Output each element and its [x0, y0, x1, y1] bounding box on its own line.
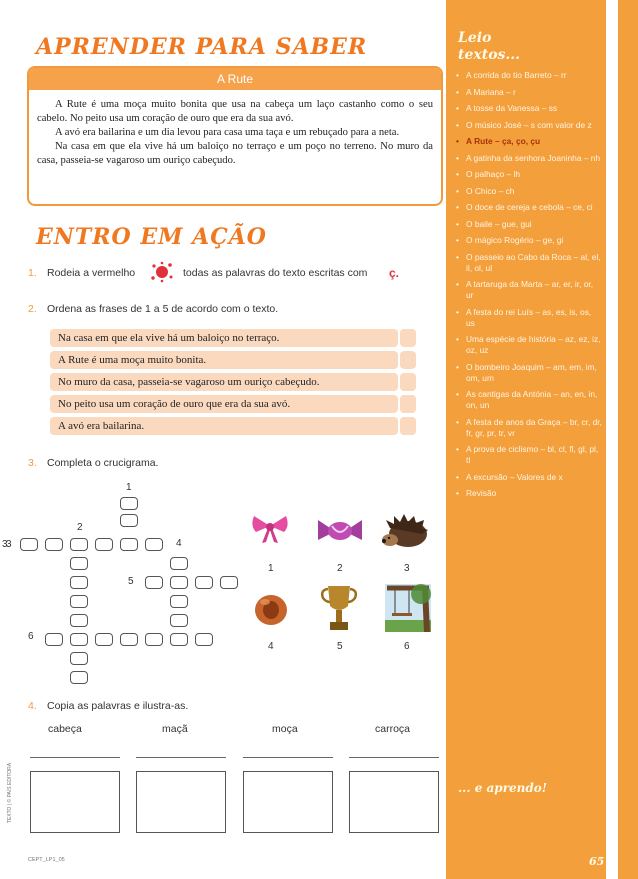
toc-item[interactable]: • As cantigas da Antónia – an, en, in, on, un [456, 389, 602, 411]
crossword-cell[interactable] [145, 576, 163, 589]
image-number: 6 [404, 641, 410, 652]
crossword-cell[interactable] [95, 633, 113, 646]
red-splash-icon [150, 261, 174, 288]
sidebar-title: textos... [458, 47, 521, 63]
sentence-strip: A avó era bailarina. [50, 417, 398, 435]
toc-item[interactable]: • O Chico – ch [456, 186, 602, 197]
toc-item[interactable]: • O bombeiro Joaquim – am, em, im, om, um [456, 362, 602, 384]
crossword-cell[interactable] [70, 538, 88, 551]
sentence-strip: No peito usa um coração de ouro que era da sua avó. [50, 395, 398, 413]
trophy-icon [320, 582, 358, 639]
order-box[interactable] [400, 417, 416, 435]
crossword-cell[interactable] [170, 557, 188, 570]
crossword-cell[interactable] [70, 633, 88, 646]
page-edge [618, 0, 638, 879]
writing-line[interactable] [136, 757, 226, 758]
table-of-contents [456, 70, 602, 505]
order-box[interactable] [400, 351, 416, 369]
candy-icon [318, 516, 362, 549]
toc-item[interactable]: • O músico José – s com valor de z [456, 120, 602, 131]
toc-item[interactable]: • Revisão [456, 488, 602, 499]
copy-word: maçã [162, 723, 188, 735]
crossword-cell[interactable] [70, 557, 88, 570]
toc-item[interactable]: • O doce de cereja e cebola – ce, ci [456, 202, 602, 213]
toc-item[interactable]: • O mágico Rogério – ge, gi [456, 235, 602, 246]
story-heading: A Rute [29, 68, 441, 90]
question-text: Completa o crucigrama. [47, 457, 159, 469]
crossword-cell[interactable] [170, 614, 188, 627]
crossword-cell[interactable] [70, 614, 88, 627]
image-number: 1 [268, 563, 274, 574]
hedgehog-icon [380, 514, 430, 555]
drawing-box[interactable] [30, 771, 120, 833]
peach-icon [251, 588, 291, 633]
crossword-cell[interactable] [120, 633, 138, 646]
side-margin-number: 3 [2, 539, 8, 550]
image-number: 3 [404, 563, 410, 574]
toc-item[interactable]: • A festa de anos da Graça – br, cr, dr, fr, gr, pr, tr, vr [456, 417, 602, 439]
toc-item[interactable]: • A tosse da Vanessa – ss [456, 103, 602, 114]
crossword-cell[interactable] [45, 538, 63, 551]
toc-item[interactable]: • O passeio ao Cabo da Roca – al, el, il, ol, ul [456, 252, 602, 274]
crossword-cell[interactable] [195, 633, 213, 646]
question-letter: ç. [389, 266, 400, 280]
crossword-cell[interactable] [170, 633, 188, 646]
crossword-clue-number: 4 [176, 538, 182, 549]
crossword-cell[interactable] [120, 514, 138, 527]
question-1 [28, 264, 438, 284]
toc-item[interactable]: • A Rute – ça, ço, çu [456, 136, 602, 147]
swing-icon [385, 584, 431, 637]
toc-item[interactable]: • A festa do rei Luís – as, es, is, os, us [456, 307, 602, 329]
toc-item[interactable]: • O baile – gue, gui [456, 219, 602, 230]
crossword-cell[interactable] [70, 652, 88, 665]
image-number: 4 [268, 641, 274, 652]
toc-item[interactable]: • A tartaruga da Marta – ar, er, ir, or, ur [456, 279, 602, 301]
toc-item[interactable]: • A excursão – Valores de x [456, 472, 602, 483]
action-title: ENTRO EM AÇÃO [36, 224, 267, 250]
sentence-strip: No muro da casa, passeia-se vagaroso um ouriço cabeçudo. [50, 373, 398, 391]
toc-item[interactable]: • A corrida do tio Barreto – rr [456, 70, 602, 81]
question-text: todas as palavras do texto escritas com [183, 267, 368, 279]
copy-word: cabeça [48, 723, 82, 735]
crossword-clue-number: 1 [126, 482, 132, 493]
crossword-cell[interactable] [70, 576, 88, 589]
toc-item[interactable]: • O palhaço – lh [456, 169, 602, 180]
story-paragraph: A avó era bailarina e um dia levou para casa uma taça e um rebuçado para a neta. [55, 127, 400, 138]
vertical-credit: TEXTO | © PAÍS EDITORA [7, 762, 13, 824]
crossword-cell[interactable] [145, 538, 163, 551]
drawing-box[interactable] [136, 771, 226, 833]
question-number: 2. [28, 303, 37, 315]
sidebar-divider [606, 0, 618, 879]
question-text: Copia as palavras e ilustra-as. [47, 700, 189, 712]
order-box[interactable] [400, 373, 416, 391]
crossword-cell[interactable] [120, 538, 138, 551]
section-title: APRENDER PARA SABER [36, 34, 368, 60]
crossword-clue-number: 6 [28, 631, 34, 642]
copy-word: moça [272, 723, 298, 735]
crossword-cell[interactable] [170, 595, 188, 608]
story-box [27, 66, 443, 206]
toc-item[interactable]: • Uma espécie de história – az, ez, iz, oz, uz [456, 334, 602, 356]
image-number: 5 [337, 641, 343, 652]
question-number: 3. [28, 457, 37, 469]
image-number: 2 [337, 563, 343, 574]
question-text: Rodeia a vermelho [47, 267, 136, 279]
drawing-box[interactable] [243, 771, 333, 833]
crossword-cell[interactable] [95, 538, 113, 551]
writing-line[interactable] [349, 757, 439, 758]
crossword-cell[interactable] [145, 633, 163, 646]
order-box[interactable] [400, 395, 416, 413]
crossword-clue-number: 2 [77, 522, 83, 533]
crossword-cell[interactable] [20, 538, 38, 551]
story-paragraph: Na casa em que ela vive há um baloiço no terraço e um poço no terreno. No muro da casa, passeia-se vagaroso um ouriço cabeçudo. [37, 141, 433, 166]
writing-line[interactable] [30, 757, 120, 758]
crossword-clue-number: 3 [6, 539, 12, 550]
crossword-cell[interactable] [70, 671, 88, 684]
story-paragraph: A Rute é uma moça muito bonita que usa na cabeça um laço castanho como o seu cabelo. No peito usa um coração de ouro que era da sua avó. [37, 99, 433, 124]
toc-item[interactable]: • A prova de ciclismo – bl, cl, fl, gl, pl, tl [456, 444, 602, 466]
sentence-strip: Na casa em que ela vive há um baloiço no terraço. [50, 329, 398, 347]
question-number: 1. [28, 267, 37, 279]
page-number: 65 [589, 855, 605, 868]
crossword-clue-number: 5 [128, 576, 134, 587]
footer-code: CEPT_LP1_05 [28, 857, 65, 863]
crossword-cell[interactable] [220, 576, 238, 589]
question-text: Ordena as frases de 1 a 5 de acordo com o texto. [47, 303, 279, 315]
crossword-cell[interactable] [70, 595, 88, 608]
bow-icon [250, 512, 290, 549]
order-box[interactable] [400, 329, 416, 347]
sidebar-title: Leio [458, 30, 492, 46]
writing-line[interactable] [243, 757, 333, 758]
copy-word: carroça [375, 723, 411, 735]
toc-item[interactable]: • A Mariana – r [456, 87, 602, 98]
crossword-cell[interactable] [120, 497, 138, 510]
drawing-box[interactable] [349, 771, 439, 833]
crossword-cell[interactable] [170, 576, 188, 589]
crossword-cell[interactable] [45, 633, 63, 646]
story-text [37, 98, 433, 168]
crossword-cell[interactable] [195, 576, 213, 589]
sidebar-bottom-text: ... e aprendo! [458, 781, 548, 795]
question-number: 4. [28, 700, 37, 712]
sentence-strip: A Rute é uma moça muito bonita. [50, 351, 398, 369]
toc-item[interactable]: • A gatinha da senhora Joaninha – nh [456, 153, 602, 164]
